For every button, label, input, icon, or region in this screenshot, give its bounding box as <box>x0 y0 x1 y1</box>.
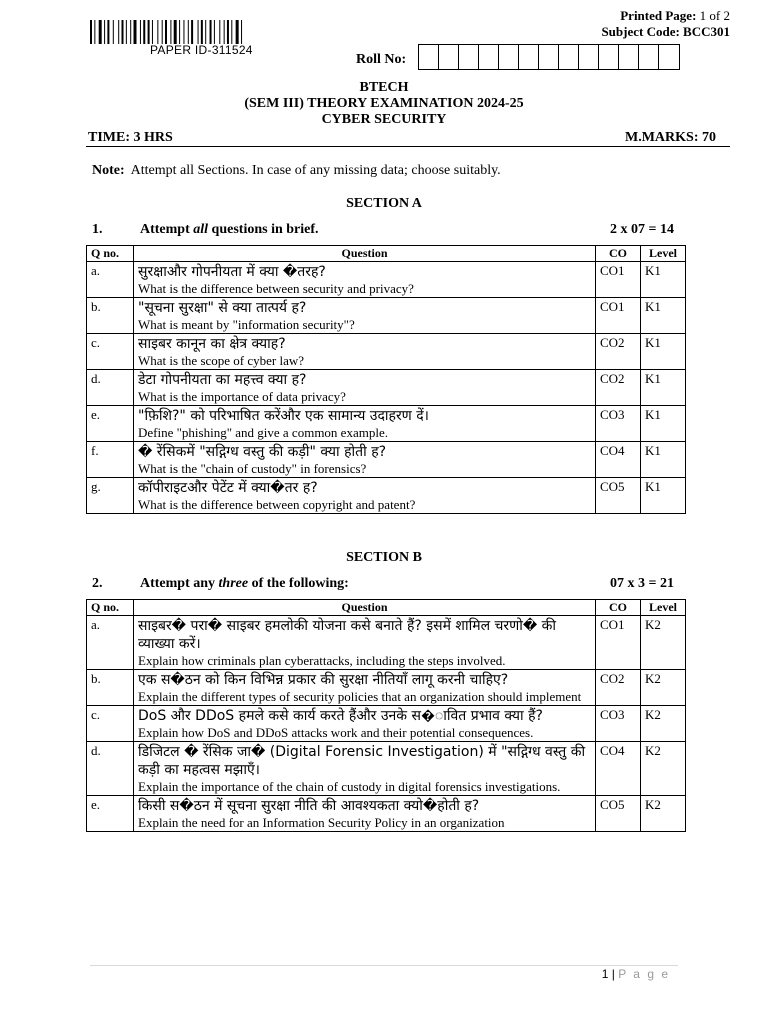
question-no: e. <box>87 406 134 442</box>
question-co: CO2 <box>596 670 641 706</box>
roll-no-label: Roll No: <box>356 52 407 67</box>
question-no: b. <box>87 298 134 334</box>
table-row <box>87 442 686 478</box>
question-level: K1 <box>641 370 686 406</box>
roll-no-box[interactable] <box>499 45 519 69</box>
question-no: b. <box>87 670 134 706</box>
question-english: What is the difference between copyright and patent? <box>138 497 416 512</box>
barcode <box>90 20 295 44</box>
note <box>92 163 501 179</box>
question-cell <box>134 616 596 670</box>
instruction-pre: Attempt <box>140 222 194 237</box>
table-row <box>87 706 686 742</box>
section-a-text <box>140 222 319 238</box>
subject-title: CYBER SECURITY <box>321 112 447 127</box>
question-cell <box>134 706 596 742</box>
question-cell <box>134 670 596 706</box>
question-co: CO5 <box>596 796 641 832</box>
question-english: Explain the different types of security policies that an organization should implement <box>138 689 582 704</box>
question-hindi: डिजिटल � रेंसिक जा� (Digital Forensic Investigation) में "सद्गिग्ध वस्तु की कड़ी का महत्वस मझाएँ। <box>138 744 586 778</box>
course-title: BTECH <box>359 80 409 95</box>
roll-no-box[interactable] <box>579 45 599 69</box>
question-level: K2 <box>641 706 686 742</box>
question-no: d. <box>87 370 134 406</box>
table-row <box>87 334 686 370</box>
question-no: a. <box>87 616 134 670</box>
question-no: g. <box>87 478 134 514</box>
printed-page-label: Printed Page: <box>620 8 697 23</box>
question-hindi: एक स�ठन को किन विभिन्न प्रकार की सुरक्षा नीतियाँ लागू करनी चाहिए? <box>138 672 509 688</box>
question-hindi: "फ़िशि?" को परिभाषित करेंऔर एक सामान्य उदाहरण दें। <box>138 408 429 424</box>
question-hindi: किसी स�ठन में सूचना सुरक्षा नीति की आवश्यकता क्यो�होती ह? <box>138 798 480 814</box>
question-co: CO3 <box>596 406 641 442</box>
question-co: CO2 <box>596 370 641 406</box>
question-english: What is the importance of data privacy? <box>138 389 346 404</box>
question-hindi: डेटा गोपनीयता का महत्त्व क्या ह? <box>138 372 307 388</box>
roll-no-box[interactable] <box>599 45 619 69</box>
section-b-table <box>86 599 686 832</box>
question-cell <box>134 298 596 334</box>
subject-code-value: BCC301 <box>683 24 730 39</box>
question-level: K1 <box>641 262 686 298</box>
question-hindi: DoS और DDoS हमले कसे कार्य करते हैंऔर उनके स�ावित प्रभाव क्या हैं? <box>138 708 543 724</box>
question-level: K2 <box>641 670 686 706</box>
question-cell <box>134 742 596 796</box>
note-text: Attempt all Sections. In case of any missing data; choose suitably. <box>130 163 501 178</box>
section-b-number: 2. <box>92 576 103 591</box>
section-a-instruction <box>0 222 768 240</box>
table-header-row <box>87 246 686 262</box>
question-co: CO4 <box>596 742 641 796</box>
footer-divider <box>90 965 678 966</box>
col-level: Level <box>641 246 686 262</box>
roll-no-box[interactable] <box>559 45 579 69</box>
question-english: What is meant by "information security"? <box>138 317 355 332</box>
question-hindi: "सूचना सुरक्षा" से क्या तात्पर्य ह? <box>138 300 307 316</box>
question-cell <box>134 796 596 832</box>
roll-no-box[interactable] <box>639 45 659 69</box>
table-row <box>87 616 686 670</box>
printed-page-value: 1 of 2 <box>699 8 730 23</box>
roll-no-box[interactable] <box>539 45 559 69</box>
question-cell <box>134 262 596 298</box>
table-header-row <box>87 600 686 616</box>
question-english: What is the scope of cyber law? <box>138 353 305 368</box>
roll-no-box[interactable] <box>459 45 479 69</box>
col-qno: Q no. <box>87 246 134 262</box>
question-hindi: साइबर कानून का क्षेत्र क्याह? <box>138 336 286 352</box>
col-question: Question <box>134 600 596 616</box>
question-hindi: साइबर� परा� साइबर हमलोकी योजना कसे बनाते हैं? इसमें शामिल चरणो� की व्याख्या करें। <box>138 618 557 652</box>
exam-title: (SEM III) THEORY EXAMINATION 2024-25 <box>244 96 524 111</box>
question-no: c. <box>87 706 134 742</box>
question-level: K2 <box>641 796 686 832</box>
footer-separator: | <box>608 967 619 981</box>
question-level: K2 <box>641 616 686 670</box>
instruction-pre: Attempt any <box>140 576 219 591</box>
question-english: What is the "chain of custody" in forensics? <box>138 461 367 476</box>
roll-no-box[interactable] <box>439 45 459 69</box>
roll-no-boxes[interactable] <box>418 44 680 70</box>
footer-page-number: 1 <box>601 967 609 981</box>
question-co: CO1 <box>596 298 641 334</box>
question-cell <box>134 442 596 478</box>
roll-no-box[interactable] <box>619 45 639 69</box>
question-co: CO1 <box>596 262 641 298</box>
note-label: Note: <box>92 163 125 178</box>
question-level: K1 <box>641 298 686 334</box>
instruction-post: questions in brief. <box>208 222 319 237</box>
section-b-title: SECTION B <box>346 550 422 565</box>
section-a-table <box>86 245 686 514</box>
section-b-marks: 07 x 3 = 21 <box>610 576 674 591</box>
question-level: K1 <box>641 406 686 442</box>
table-row <box>87 262 686 298</box>
question-level: K1 <box>641 442 686 478</box>
instruction-post: of the following: <box>248 576 349 591</box>
page-info <box>601 8 730 40</box>
question-co: CO2 <box>596 334 641 370</box>
question-english: Explain the importance of the chain of custody in digital forensics investigations. <box>138 779 561 794</box>
question-co: CO3 <box>596 706 641 742</box>
table-row <box>87 478 686 514</box>
instruction-em: three <box>218 576 249 591</box>
question-no: f. <box>87 442 134 478</box>
footer-page-word: P a g e <box>618 967 670 981</box>
table-row <box>87 406 686 442</box>
question-level: K2 <box>641 742 686 796</box>
section-b-instruction <box>0 576 768 594</box>
roll-no-box[interactable] <box>519 45 539 69</box>
table-row <box>87 370 686 406</box>
instruction-em: all <box>193 222 209 237</box>
question-hindi: � रेंसिकमें "सद्गिग्ध वस्तु की कड़ी" क्या होती ह? <box>138 444 387 460</box>
question-english: Explain how DoS and DDoS attacks work and their potential consequences. <box>138 725 534 740</box>
question-no: e. <box>87 796 134 832</box>
section-a-marks: 2 x 07 = 14 <box>610 222 674 237</box>
question-no: c. <box>87 334 134 370</box>
question-english: Define "phishing" and give a common example. <box>138 425 388 440</box>
roll-no-box[interactable] <box>479 45 499 69</box>
col-qno: Q no. <box>87 600 134 616</box>
paper-id: PAPER ID-311524 <box>150 43 253 57</box>
question-cell <box>134 370 596 406</box>
roll-no-box[interactable] <box>659 45 679 69</box>
question-hindi: सुरक्षाऔर गोपनीयता में क्या �तरह? <box>138 264 326 280</box>
question-no: a. <box>87 262 134 298</box>
question-english: Explain the need for an Information Security Policy in an organization <box>138 815 505 830</box>
question-cell <box>134 478 596 514</box>
table-row <box>87 742 686 796</box>
question-level: K1 <box>641 478 686 514</box>
col-co: CO <box>596 600 641 616</box>
table-row <box>87 298 686 334</box>
question-co: CO1 <box>596 616 641 670</box>
exam-time: TIME: 3 HRS <box>88 130 173 145</box>
subject-code-label: Subject Code: <box>601 24 680 39</box>
question-level: K1 <box>641 334 686 370</box>
page-footer <box>602 967 670 981</box>
question-cell <box>134 406 596 442</box>
col-co: CO <box>596 246 641 262</box>
question-english: What is the difference between security and privacy? <box>138 281 414 296</box>
section-b-text <box>140 576 349 592</box>
section-a-number: 1. <box>92 222 103 237</box>
question-co: CO4 <box>596 442 641 478</box>
question-hindi: कॉपीराइटऔर पेटेंट में क्या�तर ह? <box>138 480 318 496</box>
question-co: CO5 <box>596 478 641 514</box>
section-a-title: SECTION A <box>346 196 422 211</box>
header-divider <box>86 146 730 147</box>
table-row <box>87 796 686 832</box>
question-english: Explain how criminals plan cyberattacks, including the steps involved. <box>138 653 506 668</box>
table-row <box>87 670 686 706</box>
max-marks: M.MARKS: 70 <box>625 130 716 145</box>
roll-no-box[interactable] <box>419 45 439 69</box>
question-cell <box>134 334 596 370</box>
col-level: Level <box>641 600 686 616</box>
col-question: Question <box>134 246 596 262</box>
question-no: d. <box>87 742 134 796</box>
